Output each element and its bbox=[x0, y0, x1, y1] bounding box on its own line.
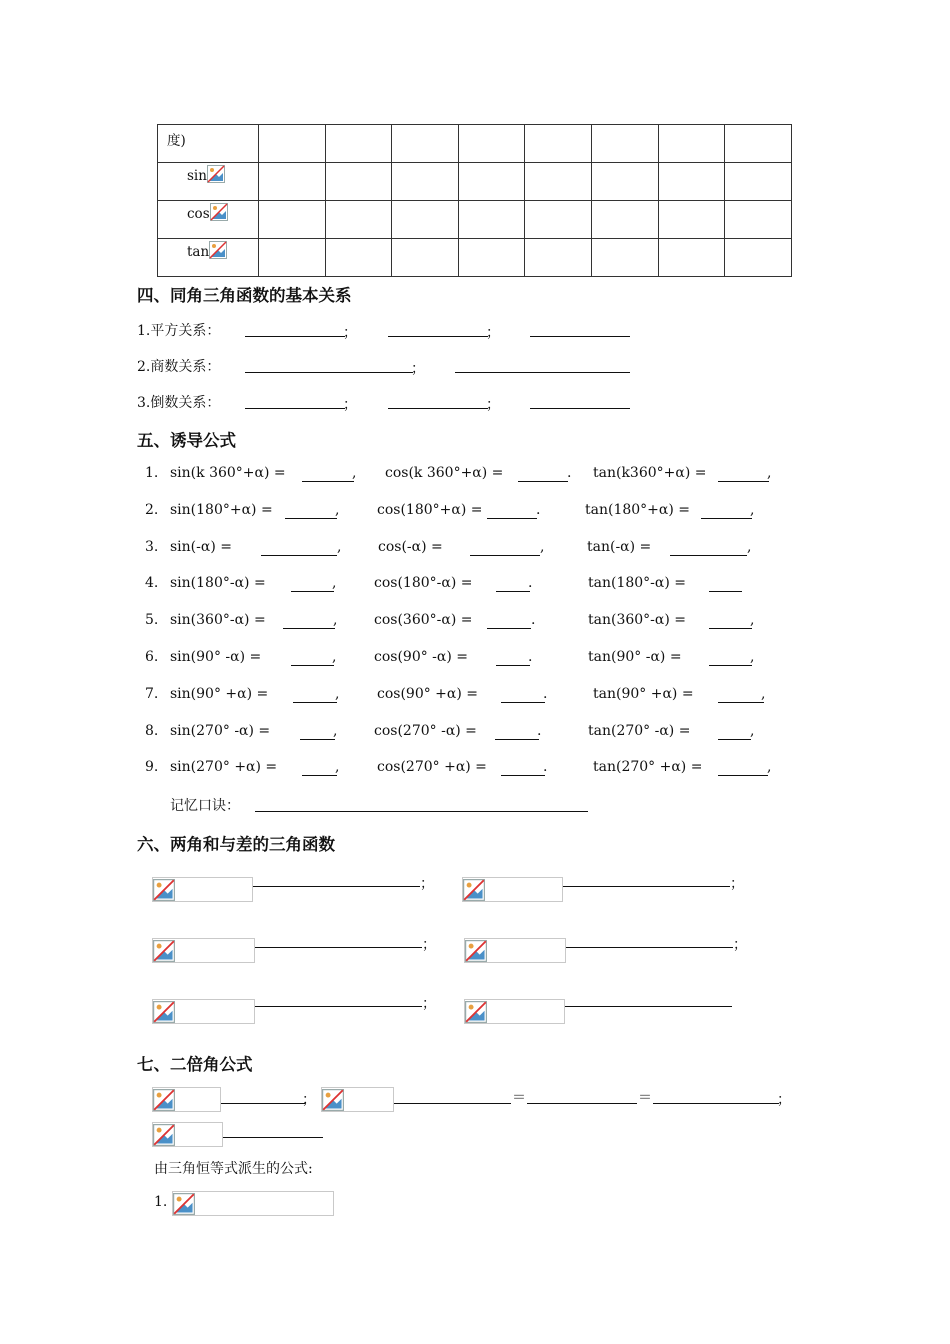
answer-blank[interactable] bbox=[670, 555, 747, 556]
punctuation: . bbox=[536, 502, 541, 518]
punctuation: , bbox=[335, 759, 340, 775]
table-row-label: cos bbox=[187, 206, 210, 223]
punctuation: . bbox=[528, 649, 533, 665]
reduction-formula: sin(k 360°+α) = bbox=[170, 465, 286, 481]
answer-blank[interactable] bbox=[455, 372, 630, 373]
answer-blank[interactable] bbox=[496, 591, 530, 592]
answer-blank[interactable] bbox=[718, 702, 764, 703]
item-number: 3. bbox=[145, 539, 159, 555]
item-number: 1. bbox=[145, 465, 159, 481]
answer-blank[interactable] bbox=[530, 336, 630, 337]
answer-blank[interactable] bbox=[253, 886, 420, 887]
square-relation-label: 1.平方关系： bbox=[137, 323, 221, 339]
punctuation: , bbox=[761, 686, 766, 702]
reduction-formula: cos(180°+α) = bbox=[377, 502, 483, 518]
reduction-formula: cos(360°-α) = bbox=[374, 612, 473, 628]
answer-blank[interactable] bbox=[487, 628, 531, 629]
broken-image-icon bbox=[210, 203, 228, 225]
broken-image-icon bbox=[322, 1089, 344, 1111]
reduction-formula: tan(270° +α) = bbox=[593, 759, 703, 775]
reduction-formula: tan(-α) = bbox=[587, 539, 652, 555]
broken-image-icon bbox=[153, 1001, 175, 1023]
reduction-formula: tan(180°+α) = bbox=[585, 502, 690, 518]
item-number: 2. bbox=[145, 502, 159, 518]
answer-blank[interactable] bbox=[291, 665, 334, 666]
semicolon: ； bbox=[343, 325, 357, 341]
answer-blank[interactable] bbox=[566, 947, 733, 948]
broken-image-icon bbox=[153, 879, 175, 901]
formula-image bbox=[152, 877, 253, 902]
formula-image bbox=[152, 938, 255, 963]
answer-blank[interactable] bbox=[653, 1103, 779, 1104]
formula-image bbox=[172, 1191, 334, 1216]
answer-blank[interactable] bbox=[388, 408, 488, 409]
reduction-formula: tan(270° -α) = bbox=[588, 723, 691, 739]
answer-blank[interactable] bbox=[709, 591, 742, 592]
punctuation: , bbox=[750, 649, 755, 665]
answer-blank[interactable] bbox=[527, 1103, 637, 1104]
reduction-formula: tan(180°-α) = bbox=[588, 575, 686, 591]
punctuation: , bbox=[352, 465, 357, 481]
semicolon: ； bbox=[777, 1092, 791, 1108]
item-number: 9. bbox=[145, 759, 159, 775]
punctuation: . bbox=[531, 612, 536, 628]
punctuation: , bbox=[750, 612, 755, 628]
answer-blank[interactable] bbox=[291, 591, 334, 592]
semicolon: ； bbox=[486, 397, 500, 413]
mnemonic-label: 记忆口诀： bbox=[170, 798, 240, 814]
answer-blank[interactable] bbox=[255, 1006, 422, 1007]
answer-blank[interactable] bbox=[255, 811, 588, 812]
punctuation: , bbox=[335, 502, 340, 518]
semicolon: ； bbox=[302, 1092, 316, 1108]
reduction-formula: sin(180°+α) = bbox=[170, 502, 273, 518]
section-7-title: 七、二倍角公式 bbox=[137, 1055, 253, 1074]
table-row bbox=[158, 163, 792, 201]
answer-blank[interactable] bbox=[261, 555, 337, 556]
formula-image bbox=[152, 1087, 221, 1112]
answer-blank[interactable] bbox=[701, 518, 752, 519]
punctuation: . bbox=[537, 723, 542, 739]
table-row bbox=[158, 201, 792, 239]
semicolon: ； bbox=[343, 397, 357, 413]
reduction-formula: sin(270° -α) = bbox=[170, 723, 271, 739]
semicolon: ； bbox=[733, 937, 747, 953]
table-row-label: sin bbox=[187, 168, 207, 185]
punctuation: , bbox=[747, 539, 752, 555]
table-row-label: 度) bbox=[167, 133, 186, 149]
semicolon: ； bbox=[422, 996, 436, 1012]
answer-blank[interactable] bbox=[718, 775, 768, 776]
table-row bbox=[158, 239, 792, 277]
answer-blank[interactable] bbox=[255, 947, 422, 948]
answer-blank[interactable] bbox=[495, 739, 539, 740]
broken-image-icon bbox=[209, 241, 227, 263]
answer-blank[interactable] bbox=[245, 408, 345, 409]
answer-blank[interactable] bbox=[530, 408, 630, 409]
broken-image-icon bbox=[173, 1193, 195, 1215]
trig-value-table bbox=[157, 124, 792, 277]
formula-image bbox=[462, 877, 563, 902]
punctuation: , bbox=[332, 575, 337, 591]
section-5-title: 五、诱导公式 bbox=[137, 431, 236, 450]
item-number: 4. bbox=[145, 575, 159, 591]
answer-blank[interactable] bbox=[394, 1103, 511, 1104]
item-number: 6. bbox=[145, 649, 159, 665]
broken-image-icon bbox=[207, 165, 225, 187]
table-row bbox=[158, 125, 792, 163]
semicolon: ； bbox=[486, 325, 500, 341]
answer-blank[interactable] bbox=[501, 775, 545, 776]
reduction-formula: cos(-α) = bbox=[378, 539, 443, 555]
broken-image-icon bbox=[153, 1089, 175, 1111]
section-6-title: 六、两角和与差的三角函数 bbox=[137, 835, 335, 854]
punctuation: , bbox=[335, 686, 340, 702]
reciprocal-relation-label: 3.倒数关系： bbox=[137, 395, 221, 411]
punctuation: , bbox=[337, 539, 342, 555]
answer-blank[interactable] bbox=[245, 372, 413, 373]
answer-blank[interactable] bbox=[487, 518, 537, 519]
answer-blank[interactable] bbox=[302, 775, 337, 776]
punctuation: . bbox=[528, 575, 533, 591]
reduction-formula: cos(k 360°+α) = bbox=[385, 465, 504, 481]
reduction-formula: cos(270° +α) = bbox=[377, 759, 487, 775]
answer-blank[interactable] bbox=[501, 702, 545, 703]
broken-image-icon bbox=[153, 1124, 175, 1146]
punctuation: . bbox=[543, 686, 548, 702]
punctuation: , bbox=[332, 649, 337, 665]
answer-blank[interactable] bbox=[300, 739, 335, 740]
punctuation: , bbox=[333, 723, 338, 739]
reduction-formula: cos(180°-α) = bbox=[374, 575, 473, 591]
punctuation: , bbox=[750, 502, 755, 518]
reduction-formula: cos(90° +α) = bbox=[377, 686, 479, 702]
answer-blank[interactable] bbox=[709, 628, 752, 629]
punctuation: , bbox=[540, 539, 545, 555]
reduction-formula: tan(90° -α) = bbox=[588, 649, 682, 665]
answer-blank[interactable] bbox=[470, 555, 540, 556]
semicolon: ； bbox=[420, 876, 434, 892]
answer-blank[interactable] bbox=[718, 481, 769, 482]
formula-image bbox=[464, 999, 565, 1024]
semicolon: ； bbox=[422, 937, 436, 953]
answer-blank[interactable] bbox=[245, 336, 345, 337]
answer-blank[interactable] bbox=[518, 481, 568, 482]
derived-formulas-label: 由三角恒等式派生的公式: bbox=[154, 1161, 313, 1177]
reduction-formula: cos(270° -α) = bbox=[374, 723, 477, 739]
item-number: 5. bbox=[145, 612, 159, 628]
answer-blank[interactable] bbox=[293, 702, 337, 703]
section-4-title: 四、同角三角函数的基本关系 bbox=[137, 286, 352, 305]
answer-blank[interactable] bbox=[563, 886, 730, 887]
reduction-formula: sin(-α) = bbox=[170, 539, 232, 555]
formula-image bbox=[152, 1122, 223, 1147]
answer-blank[interactable] bbox=[496, 665, 530, 666]
broken-image-icon bbox=[465, 940, 487, 962]
broken-image-icon bbox=[153, 940, 175, 962]
reduction-formula: tan(90° +α) = bbox=[593, 686, 694, 702]
answer-blank[interactable] bbox=[223, 1137, 323, 1138]
reduction-formula: sin(90° +α) = bbox=[170, 686, 269, 702]
reduction-formula: sin(180°-α) = bbox=[170, 575, 266, 591]
reduction-formula: tan(360°-α) = bbox=[588, 612, 686, 628]
equals-sign: ＝ bbox=[638, 1090, 652, 1106]
answer-blank[interactable] bbox=[283, 628, 335, 629]
quotient-relation-label: 2.商数关系： bbox=[137, 359, 221, 375]
punctuation: . bbox=[543, 759, 548, 775]
punctuation: , bbox=[750, 723, 755, 739]
item-number: 1. bbox=[154, 1194, 168, 1210]
answer-blank[interactable] bbox=[565, 1006, 732, 1007]
formula-image bbox=[152, 999, 255, 1024]
item-number: 8. bbox=[145, 723, 159, 739]
answer-blank[interactable] bbox=[285, 518, 337, 519]
punctuation: , bbox=[767, 759, 772, 775]
punctuation: , bbox=[333, 612, 338, 628]
semicolon: ； bbox=[411, 361, 425, 377]
equals-sign: ＝ bbox=[512, 1090, 526, 1106]
item-number: 7. bbox=[145, 686, 159, 702]
punctuation: . bbox=[567, 465, 572, 481]
reduction-formula: sin(270° +α) = bbox=[170, 759, 278, 775]
table-row-label: tan bbox=[187, 244, 210, 261]
punctuation: , bbox=[767, 465, 772, 481]
reduction-formula: sin(360°-α) = bbox=[170, 612, 266, 628]
reduction-formula: cos(90° -α) = bbox=[374, 649, 469, 665]
broken-image-icon bbox=[463, 879, 485, 901]
broken-image-icon bbox=[465, 1001, 487, 1023]
answer-blank[interactable] bbox=[302, 481, 354, 482]
answer-blank[interactable] bbox=[388, 336, 488, 337]
formula-image bbox=[321, 1087, 394, 1112]
answer-blank[interactable] bbox=[709, 665, 752, 666]
semicolon: ； bbox=[730, 876, 744, 892]
reduction-formula: sin(90° -α) = bbox=[170, 649, 262, 665]
answer-blank[interactable] bbox=[221, 1103, 305, 1104]
reduction-formula: tan(k360°+α) = bbox=[593, 465, 707, 481]
formula-image bbox=[464, 938, 566, 963]
answer-blank[interactable] bbox=[718, 739, 751, 740]
